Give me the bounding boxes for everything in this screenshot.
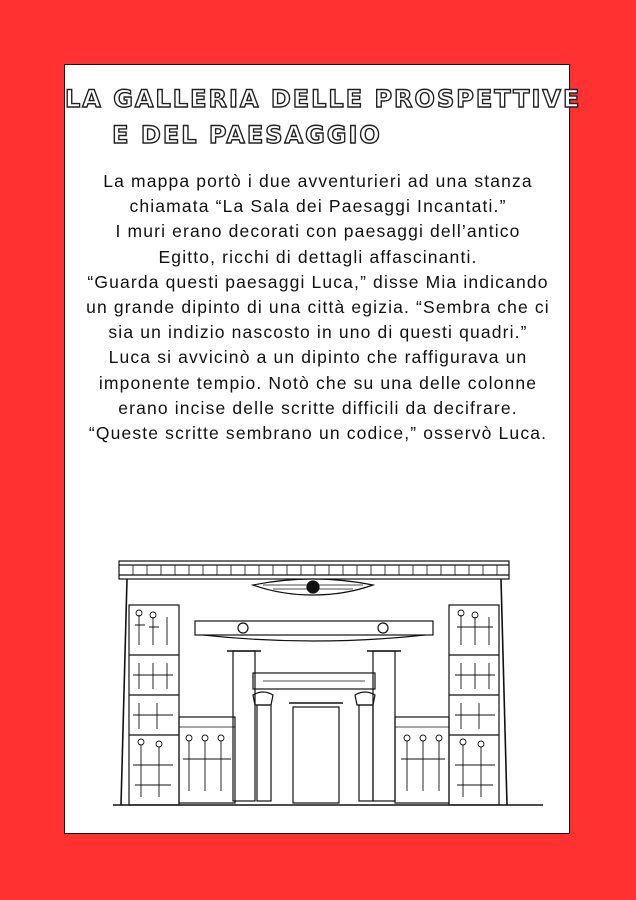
story-page bbox=[64, 64, 582, 834]
paragraph-2: I muri erano decorati con paesaggi dell’antico Egitto, ricchi di dettagli affascinanti. bbox=[115, 221, 521, 267]
egyptian-temple-illustration bbox=[113, 555, 543, 817]
paragraph-4: Luca si avvicinò a un dipinto che raffigurava un imponente tempio. Notò che su una delle colonne erano incise delle scritte difficili da decifrare. “Queste scritte sembrano un codice,” osservò Luca. bbox=[88, 347, 548, 444]
paragraph-3: “Guarda questi paesaggi Luca,” disse Mia indicando un grande dipinto di una città egizia. “Sembra che ci sia un indizio nascosto in uno di questi quadri.” bbox=[86, 271, 550, 343]
page-title-line-2: E DEL PAESAGGIO bbox=[112, 121, 382, 149]
story-text bbox=[85, 169, 551, 446]
paragraph-1: La mappa portò i due avventurieri ad una stanza chiamata “La Sala dei Paesaggi Incantati.” bbox=[103, 171, 533, 217]
page-title-line-1: LA GALLERIA DELLE PROSPETTIVE bbox=[65, 85, 582, 113]
